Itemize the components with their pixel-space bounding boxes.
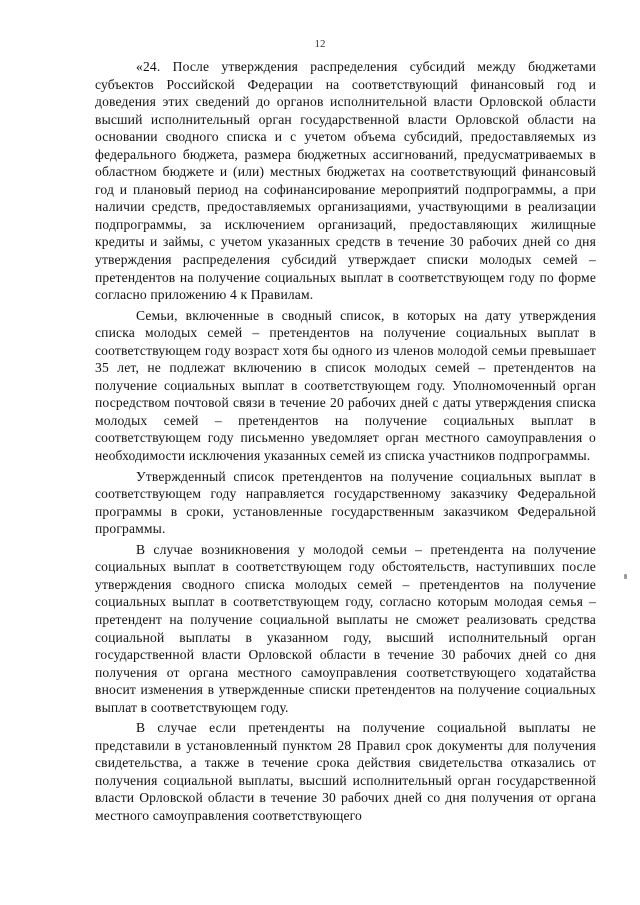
page-number: 12 [314,38,326,50]
paragraph-approved-list: Утвержденный список претендентов на получение социальных выплат в соответствующем году направляется государственному заказчику Федеральной программы в сроки, установленные государственным заказчиком Федеральной программы. [95,468,596,537]
paragraph-documents-not-submitted: В случае если претенденты на получение социальной выплаты не представили в установленный пунктом 28 Правил срок документы для получения свидетельства, а также в течение срока действия свидетельства отказались от получения социальной выплаты, высший исполнительный орган государственной власти Орловской области в течение 30 рабочих дней со дня получения от органа местного самоуправления соответствующего [95,720,596,823]
scan-artifact-mark [624,574,627,579]
paragraph-item-24: «24. После утверждения распределения субсидий между бюджетами субъектов Российской Федерации на соответствующий финансовый год и доведения этих сведений до органов исполнительной власти Орловской области высший исполнительный орган государственной власти Орловской области на основании сводного списка и с учетом объема субсидий, предоставляемых из федерального бюджета, размера бюджетных ассигнований, предусматриваемых в областном бюджете и (или) местных бюджетах на соответствующий финансовый год и плановый период на софинансирование мероприятий подпрограммы, а при наличии средств, предоставляемых организациями, участвующими в реализации подпрограммы, за исключением организаций, предоставляющих жилищные кредиты и займы, с учетом указанных средств в течение 30 рабочих дней со дня утверждения распределения субсидий утверждает списки молодых семей – претендентов на получение социальных выплат в соответствующем году по форме согласно приложению 4 к Правилам. [95,59,596,303]
paragraph-circumstances: В случае возникновения у молодой семьи – претендента на получение социальных выплат в соответствующем году обстоятельств, наступивших после утверждения сводного списка молодых семей – претендентов на получение социальных выплат в соответствующем году, согласно которым молодая семья – претендент на получение социальной выплаты не сможет реализовать средства социальной выплаты в указанном году, высший исполнительный орган государственной власти Орловской области в течение 30 рабочих дней со дня получения от органа местного самоуправления соответствующего ходатайства вносит изменения в утвержденные списки претендентов на получение социальных выплат в соответствующем году. [95,541,596,715]
paragraph-excluded-families: Семьи, включенные в сводный список, в которых на дату утверждения списка молодых семей – претендентов на получение социальных выплат в соответствующем году возраст хотя бы одного из членов молодой семьи превышает 35 лет, не подлежат включению в список молодых семей – претендентов на получение социальных выплат в соответствующем году. Уполномоченный орган посредством почтовой связи в течение 20 рабочих дней с даты утверждения списка молодых семей – претендентов на получение социальных выплат в соответствующем году письменно уведомляет орган местного самоуправления о необходимости исключения указанных семей из списка участников подпрограммы. [95,307,596,464]
document-body [95,58,596,825]
